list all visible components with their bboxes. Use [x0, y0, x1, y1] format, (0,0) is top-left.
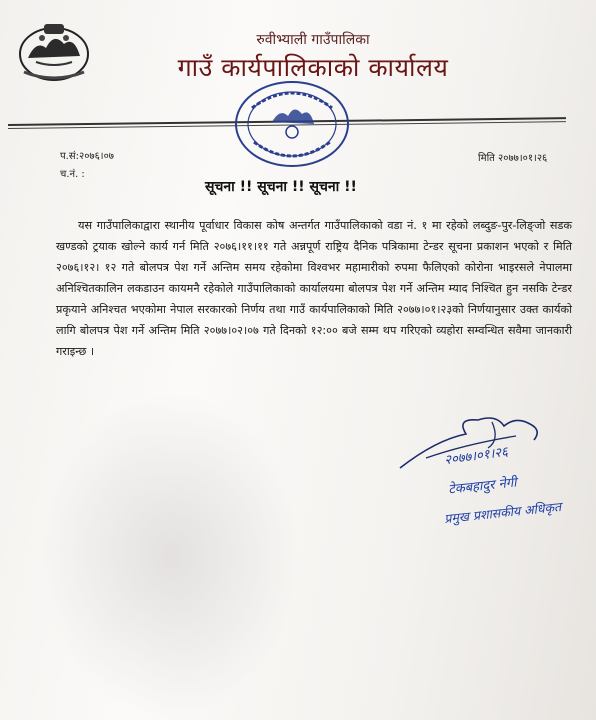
office-name: रुवीभ्याली गाउँपालिका	[256, 32, 370, 48]
notice-heading: सूचना !! सूचना !! सूचना !!	[205, 179, 357, 195]
notice-body: यस गाउँपालिकाद्वारा स्थानीय पूर्वाधार विकास कोष अन्तर्गत गाउँपालिकाको वडा नं. १ मा रहेको लब्दुङ-पुर-लिङ्जो सडक खण्डको ट्रयाक खोल्ने कार्य गर्न मिति २०७६।११।११ गते अन्नपूर्ण राष्ट्रिय दैनिक पत्रिकामा टेन्डर सूचना प्रकाशन भएको र मिति २०७६।१२। १२ गते बोलपत्र पेश गर्ने अन्तिम समय रहेकोमा विश्वभर महामारीको रुपमा फैलिएको कोरोना भाइरसले नेपालमा अनिश्चितकालिन लकडाउन कायमनै रहेकोले गाउँपालिकाको कार्यालयमा बोलपत्र पेश गर्ने अन्तिम म्याद निश्चित हुन नसकि टेन्डर प्रकृयाने अनिश्चत भएकोमा नेपाल सरकारको निर्णय तथा गाउँ कार्यपालिकाको मिति २०७७।०१।२३को निर्णयानुसार उक्त कार्यको लागि बोलपत्र पेश गर्ने अन्तिम मिति २०७७।०२।०७ गते दिनको १२:०० बजे सम्म थप गरिएको व्यहोरा सम्वन्धित सवैमा जानकारी गराइन्छ ।	[56, 219, 572, 358]
signature-date: २०७७।०१।२६	[443, 444, 509, 469]
dispatch-number: च.नं. :	[60, 169, 85, 180]
reference-number: प.सं:२०७६।०७	[60, 151, 114, 162]
signatory-title: प्रमुख प्रशासकीय अधिकृत	[443, 498, 562, 527]
notice-date: मिति २०७७।०१।२६	[478, 153, 548, 164]
office-title: गाउँ कार्यपालिकाको कार्यालय	[177, 53, 449, 82]
paper-shadow	[40, 390, 300, 720]
office-stamp-icon	[232, 78, 352, 170]
signatory-name: टेकबहादुर नेगी	[447, 475, 518, 498]
